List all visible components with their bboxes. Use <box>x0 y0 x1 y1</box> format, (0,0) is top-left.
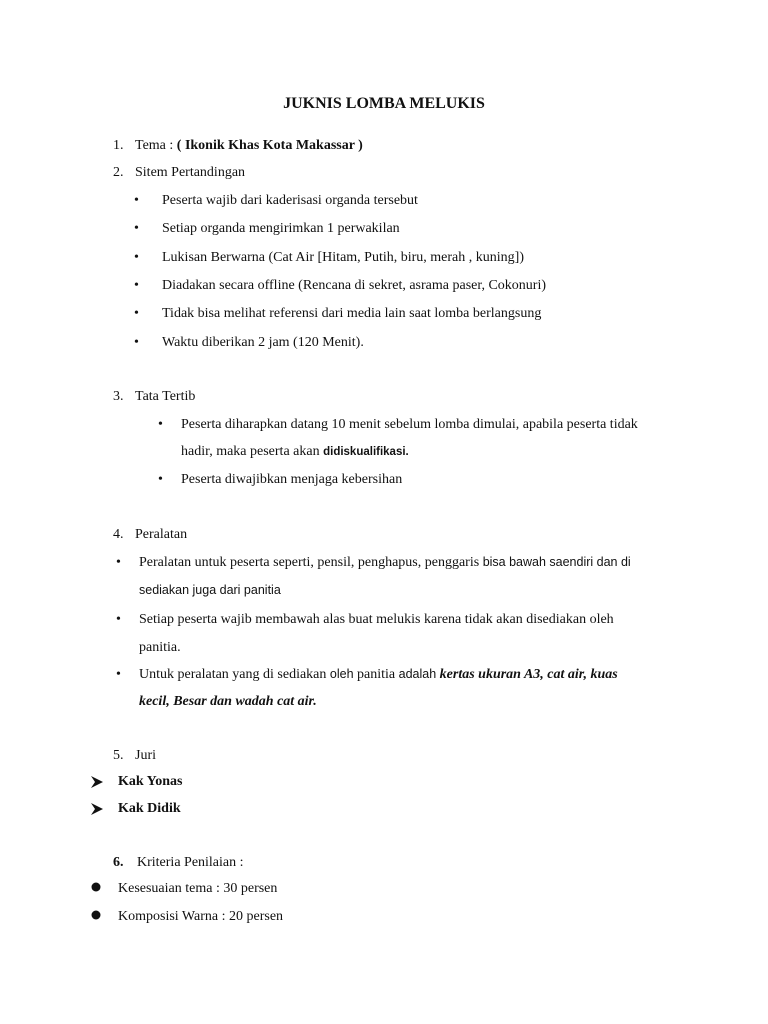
section-1-number: 1. <box>113 138 124 153</box>
bullet-icon: • <box>158 417 163 432</box>
text-run: bisa bawah saendiri dan di <box>482 555 631 569</box>
text-run: adalah <box>398 667 440 681</box>
list-item: Setiap organda mengirimkan 1 perwakilan <box>162 221 400 236</box>
judge-name: Kak Didik <box>118 801 181 816</box>
list-item-line <box>139 667 618 683</box>
list-item: Diadakan secara offline (Rencana di sekret, asrama paser, Cokonuri) <box>162 278 547 293</box>
section-3-label: Tata Tertib <box>135 389 196 404</box>
list-item-line <box>139 555 631 571</box>
bullet-icon: • <box>134 278 139 293</box>
section-2-number: 2. <box>113 165 124 180</box>
section-3-number: 3. <box>113 389 124 404</box>
bullet-icon: • <box>134 221 139 236</box>
document-title: JUKNIS LOMBA MELUKIS <box>283 95 485 112</box>
section-6-label: Kriteria Penilaian : <box>137 855 244 870</box>
section-6-number: 6. <box>113 855 124 870</box>
section-5-label: Juri <box>135 748 156 763</box>
list-item: Lukisan Berwarna (Cat Air [Hitam, Putih, biru, merah , kuning]) <box>162 250 524 265</box>
text-run: panitia <box>353 667 399 682</box>
bullet-icon: • <box>134 335 139 350</box>
bullet-icon: • <box>134 193 139 208</box>
bullet-icon: • <box>158 472 163 487</box>
bullet-icon: • <box>116 667 121 682</box>
list-item-line: Peserta diharapkan datang 10 menit sebelum lomba dimulai, apabila peserta tidak <box>181 417 638 432</box>
section-1-label: Tema : <box>135 138 174 153</box>
list-item: Peserta wajib dari kaderisasi organda tersebut <box>162 193 418 208</box>
criteria-item: Kesesuaian tema : 30 persen <box>118 881 278 896</box>
section-1-heading <box>135 138 363 154</box>
section-4-label: Peralatan <box>135 527 188 542</box>
text-run: oleh <box>329 667 354 681</box>
criteria-item: Komposisi Warna : 20 persen <box>118 909 284 924</box>
bullet-icon <box>91 882 101 892</box>
equipment-list-text: kecil, Besar dan wadah cat air. <box>139 694 317 709</box>
equipment-list-text: kertas ukuran A3, cat air, kuas <box>439 667 618 682</box>
section-5-number: 5. <box>113 748 124 763</box>
bullet-icon: • <box>134 306 139 321</box>
list-item: Peserta diwajibkan menjaga kebersihan <box>181 472 403 487</box>
judge-name: Kak Yonas <box>118 774 183 789</box>
text-run: Peralatan untuk peserta seperti, pensil, penghapus, penggaris <box>139 555 483 570</box>
list-item: Tidak bisa melihat referensi dari media lain saat lomba berlangsung <box>162 306 542 321</box>
text-run: hadir, maka peserta akan <box>181 444 324 459</box>
bullet-icon: • <box>134 250 139 265</box>
list-item-line <box>181 444 409 460</box>
bullet-icon: • <box>116 612 121 627</box>
arrow-bullet-icon <box>90 775 104 789</box>
bullet-icon <box>91 910 101 920</box>
section-2-label: Sitem Pertandingan <box>135 165 246 180</box>
list-item-line: sediakan juga dari panitia <box>139 583 281 597</box>
list-item-line: Setiap peserta wajib membawah alas buat melukis karena tidak akan disediakan oleh <box>139 612 614 627</box>
text-run: Untuk peralatan yang di sediakan <box>139 667 330 682</box>
disqualified-text: didiskualifikasi. <box>323 446 409 458</box>
section-4-number: 4. <box>113 527 124 542</box>
arrow-bullet-icon <box>90 802 104 816</box>
bullet-icon: • <box>116 555 121 570</box>
section-1-value: ( Ikonik Khas Kota Makassar ) <box>176 138 363 153</box>
list-item: Waktu diberikan 2 jam (120 Menit). <box>162 335 364 350</box>
list-item-line: panitia. <box>139 640 181 655</box>
